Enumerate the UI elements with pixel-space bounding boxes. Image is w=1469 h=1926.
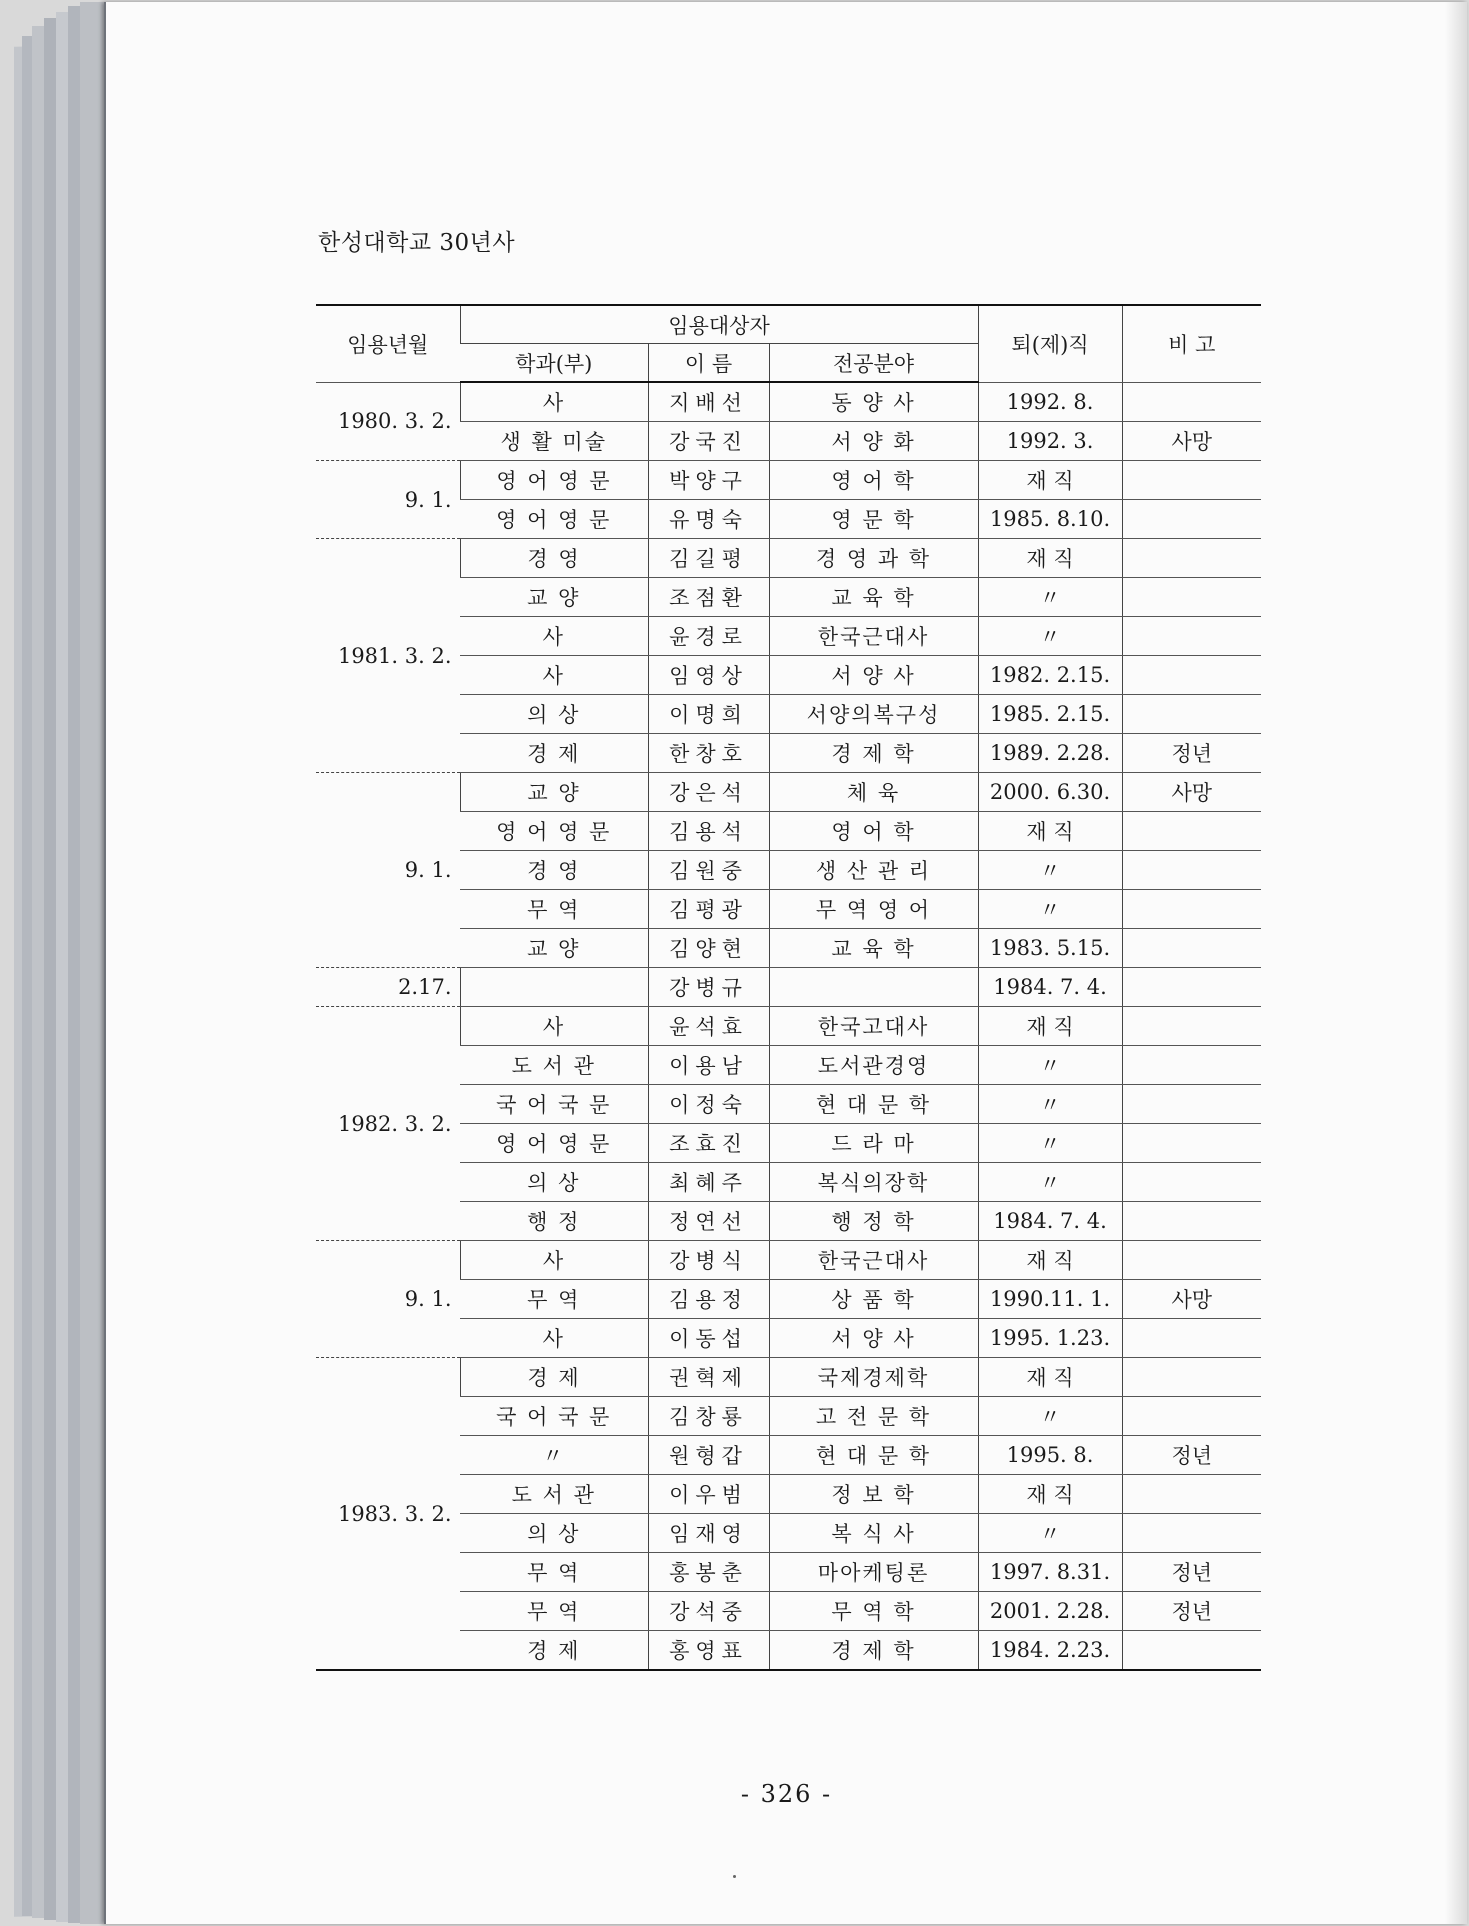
name-cell: 지배선: [648, 382, 769, 422]
name-cell: 한창호: [648, 734, 769, 773]
field-cell: 경 제 학: [769, 734, 978, 773]
field-cell: 고 전 문 학: [769, 1397, 978, 1436]
table-row: [316, 1358, 1261, 1397]
department-cell: 사: [460, 1319, 648, 1358]
retire-cell: 〃: [978, 578, 1122, 617]
department-cell: 생 활 미술: [460, 422, 648, 461]
header-retire: 퇴(제)직: [978, 305, 1122, 382]
appointment-date: 9. 1.: [316, 1241, 460, 1358]
department-cell: 의 상: [460, 1163, 648, 1202]
department-cell: 영 어 영 문: [460, 1124, 648, 1163]
department-cell: 의 상: [460, 1514, 648, 1553]
running-header: 한성대학교 30년사: [318, 230, 516, 256]
name-cell: 김양현: [648, 929, 769, 968]
field-cell: 복식의장학: [769, 1163, 978, 1202]
department-cell: 영 어 영 문: [460, 812, 648, 851]
retire-cell: 1990.11. 1.: [978, 1280, 1122, 1319]
field-cell: 무 역 학: [769, 1592, 978, 1631]
appointment-date: 1980. 3. 2.: [316, 382, 460, 461]
department-cell: 사: [460, 1007, 648, 1046]
note-cell: [1122, 1241, 1261, 1280]
department-cell: 무 역: [460, 1553, 648, 1592]
page-number: - 326 -: [740, 1780, 833, 1808]
appointment-date: 2.17.: [316, 968, 460, 1007]
name-cell: 홍봉춘: [648, 1553, 769, 1592]
retire-cell: 〃: [978, 1514, 1122, 1553]
department-cell: 사: [460, 617, 648, 656]
department-cell: 사: [460, 656, 648, 695]
appointment-date: 9. 1.: [316, 461, 460, 539]
table-row: [316, 968, 1261, 1007]
name-cell: 윤석효: [648, 1007, 769, 1046]
appointment-date: 1981. 3. 2.: [316, 539, 460, 773]
field-cell: 영 어 학: [769, 461, 978, 500]
department-cell: 도 서 관: [460, 1046, 648, 1085]
name-cell: 권혁제: [648, 1358, 769, 1397]
field-cell: 복 식 사: [769, 1514, 978, 1553]
retire-cell: 〃: [978, 1046, 1122, 1085]
retire-cell: 재 직: [978, 1007, 1122, 1046]
note-cell: [1122, 1007, 1261, 1046]
name-cell: 정연선: [648, 1202, 769, 1241]
retire-cell: 재 직: [978, 539, 1122, 578]
retire-cell: 1983. 5.15.: [978, 929, 1122, 968]
name-cell: 강병규: [648, 968, 769, 1007]
retire-cell: 재 직: [978, 461, 1122, 500]
field-cell: 생 산 관 리: [769, 851, 978, 890]
note-cell: [1122, 851, 1261, 890]
department-cell: 국 어 국 문: [460, 1085, 648, 1124]
appointment-date: 1982. 3. 2.: [316, 1007, 460, 1241]
department-cell: 국 어 국 문: [460, 1397, 648, 1436]
field-cell: 체 육: [769, 773, 978, 812]
department-cell: 의 상: [460, 695, 648, 734]
name-cell: 이우범: [648, 1475, 769, 1514]
name-cell: 김원중: [648, 851, 769, 890]
name-cell: 조효진: [648, 1124, 769, 1163]
name-cell: 이용남: [648, 1046, 769, 1085]
field-cell: 한국고대사: [769, 1007, 978, 1046]
retire-cell: 1995. 1.23.: [978, 1319, 1122, 1358]
note-cell: [1122, 890, 1261, 929]
note-cell: 정년: [1122, 1436, 1261, 1475]
name-cell: 유명숙: [648, 500, 769, 539]
note-cell: [1122, 500, 1261, 539]
department-cell: 도 서 관: [460, 1475, 648, 1514]
table-row: [316, 1241, 1261, 1280]
header-note: 비 고: [1122, 305, 1261, 382]
department-cell: 사: [460, 382, 648, 422]
field-cell: 서 양 사: [769, 656, 978, 695]
table-row: [316, 539, 1261, 578]
note-cell: [1122, 1397, 1261, 1436]
department-cell: 사: [460, 1241, 648, 1280]
header-target-group: 임용대상자: [460, 305, 978, 344]
department-cell: 경 제: [460, 1358, 648, 1397]
field-cell: 국제경제학: [769, 1358, 978, 1397]
page-shadow: [1445, 2, 1467, 1924]
department-cell: 교 양: [460, 773, 648, 812]
note-cell: [1122, 1202, 1261, 1241]
retire-cell: 1982. 2.15.: [978, 656, 1122, 695]
note-cell: [1122, 929, 1261, 968]
note-cell: 정년: [1122, 1553, 1261, 1592]
field-cell: 경 영 과 학: [769, 539, 978, 578]
document-page: [104, 2, 1467, 1924]
department-cell: 영 어 영 문: [460, 500, 648, 539]
field-cell: 동 양 사: [769, 382, 978, 422]
department-cell: 경 영: [460, 851, 648, 890]
retire-cell: 〃: [978, 851, 1122, 890]
field-cell: 드 라 마: [769, 1124, 978, 1163]
field-cell: [769, 968, 978, 1007]
field-cell: 영 어 학: [769, 812, 978, 851]
name-cell: 윤경로: [648, 617, 769, 656]
name-cell: 최혜주: [648, 1163, 769, 1202]
retire-cell: 1995. 8.: [978, 1436, 1122, 1475]
appointment-date: 1983. 3. 2.: [316, 1358, 460, 1671]
note-cell: 정년: [1122, 1592, 1261, 1631]
department-cell: 교 양: [460, 578, 648, 617]
retire-cell: 2000. 6.30.: [978, 773, 1122, 812]
retire-cell: 2001. 2.28.: [978, 1592, 1122, 1631]
field-cell: 교 육 학: [769, 578, 978, 617]
field-cell: 영 문 학: [769, 500, 978, 539]
field-cell: 무 역 영 어: [769, 890, 978, 929]
field-cell: 상 품 학: [769, 1280, 978, 1319]
retire-cell: 1992. 8.: [978, 382, 1122, 422]
name-cell: 강은석: [648, 773, 769, 812]
table-row: [316, 382, 1261, 422]
name-cell: 김용정: [648, 1280, 769, 1319]
table-row: [316, 773, 1261, 812]
retire-cell: 재 직: [978, 1475, 1122, 1514]
department-cell: 경 영: [460, 539, 648, 578]
table-row: [316, 461, 1261, 500]
note-cell: [1122, 617, 1261, 656]
field-cell: 도서관경영: [769, 1046, 978, 1085]
name-cell: 김창룡: [648, 1397, 769, 1436]
retire-cell: 1984. 7. 4.: [978, 1202, 1122, 1241]
retire-cell: 1984. 2.23.: [978, 1631, 1122, 1671]
scan-speck: [733, 1875, 736, 1878]
note-cell: [1122, 461, 1261, 500]
name-cell: 김평광: [648, 890, 769, 929]
department-cell: 영 어 영 문: [460, 461, 648, 500]
department-cell: 〃: [460, 1436, 648, 1475]
name-cell: 김용석: [648, 812, 769, 851]
note-cell: [1122, 812, 1261, 851]
name-cell: 임영상: [648, 656, 769, 695]
field-cell: 교 육 학: [769, 929, 978, 968]
field-cell: 한국근대사: [769, 1241, 978, 1280]
department-cell: 경 제: [460, 734, 648, 773]
note-cell: [1122, 1046, 1261, 1085]
department-cell: 경 제: [460, 1631, 648, 1671]
appointment-date: 9. 1.: [316, 773, 460, 968]
header-name: 이 름: [648, 344, 769, 383]
table-body: [316, 382, 1261, 1670]
name-cell: 홍영표: [648, 1631, 769, 1671]
note-cell: [1122, 1631, 1261, 1671]
table-row: [316, 1007, 1261, 1046]
retire-cell: 〃: [978, 1085, 1122, 1124]
department-cell: 무 역: [460, 890, 648, 929]
name-cell: 이명희: [648, 695, 769, 734]
header-dept: 학과(부): [460, 344, 648, 383]
note-cell: 사망: [1122, 422, 1261, 461]
retire-cell: 〃: [978, 617, 1122, 656]
note-cell: [1122, 1475, 1261, 1514]
name-cell: 이동섭: [648, 1319, 769, 1358]
header-date: 임용년월: [316, 305, 460, 382]
retire-cell: 1997. 8.31.: [978, 1553, 1122, 1592]
field-cell: 서양의복구성: [769, 695, 978, 734]
note-cell: [1122, 1358, 1261, 1397]
retire-cell: 〃: [978, 1124, 1122, 1163]
name-cell: 박양구: [648, 461, 769, 500]
field-cell: 현 대 문 학: [769, 1085, 978, 1124]
name-cell: 강국진: [648, 422, 769, 461]
retire-cell: 1985. 2.15.: [978, 695, 1122, 734]
retire-cell: 〃: [978, 890, 1122, 929]
department-cell: 무 역: [460, 1592, 648, 1631]
name-cell: 조점환: [648, 578, 769, 617]
note-cell: [1122, 656, 1261, 695]
field-cell: 서 양 사: [769, 1319, 978, 1358]
note-cell: [1122, 1163, 1261, 1202]
department-cell: [460, 968, 648, 1007]
retire-cell: 1985. 8.10.: [978, 500, 1122, 539]
note-cell: 사망: [1122, 1280, 1261, 1319]
note-cell: [1122, 578, 1261, 617]
name-cell: 이정숙: [648, 1085, 769, 1124]
department-cell: 교 양: [460, 929, 648, 968]
field-cell: 마아케팅론: [769, 1553, 978, 1592]
field-cell: 행 정 학: [769, 1202, 978, 1241]
note-cell: [1122, 968, 1261, 1007]
field-cell: 서 양 화: [769, 422, 978, 461]
header-field: 전공분야: [769, 344, 978, 383]
retire-cell: 1992. 3.: [978, 422, 1122, 461]
note-cell: [1122, 1124, 1261, 1163]
name-cell: 강병식: [648, 1241, 769, 1280]
note-cell: [1122, 1514, 1261, 1553]
note-cell: 정년: [1122, 734, 1261, 773]
retire-cell: 재 직: [978, 1241, 1122, 1280]
name-cell: 원형갑: [648, 1436, 769, 1475]
field-cell: 경 제 학: [769, 1631, 978, 1671]
field-cell: 한국근대사: [769, 617, 978, 656]
retire-cell: 〃: [978, 1163, 1122, 1202]
department-cell: 무 역: [460, 1280, 648, 1319]
note-cell: [1122, 1085, 1261, 1124]
name-cell: 김길평: [648, 539, 769, 578]
department-cell: 행 정: [460, 1202, 648, 1241]
retire-cell: 〃: [978, 1397, 1122, 1436]
name-cell: 강석중: [648, 1592, 769, 1631]
retire-cell: 1984. 7. 4.: [978, 968, 1122, 1007]
note-cell: [1122, 539, 1261, 578]
retire-cell: 1989. 2.28.: [978, 734, 1122, 773]
note-cell: [1122, 1319, 1261, 1358]
note-cell: [1122, 382, 1261, 422]
note-cell: 사망: [1122, 773, 1261, 812]
field-cell: 정 보 학: [769, 1475, 978, 1514]
retire-cell: 재 직: [978, 1358, 1122, 1397]
note-cell: [1122, 695, 1261, 734]
retire-cell: 재 직: [978, 812, 1122, 851]
field-cell: 현 대 문 학: [769, 1436, 978, 1475]
appointment-table: [316, 304, 1261, 1671]
name-cell: 임재영: [648, 1514, 769, 1553]
